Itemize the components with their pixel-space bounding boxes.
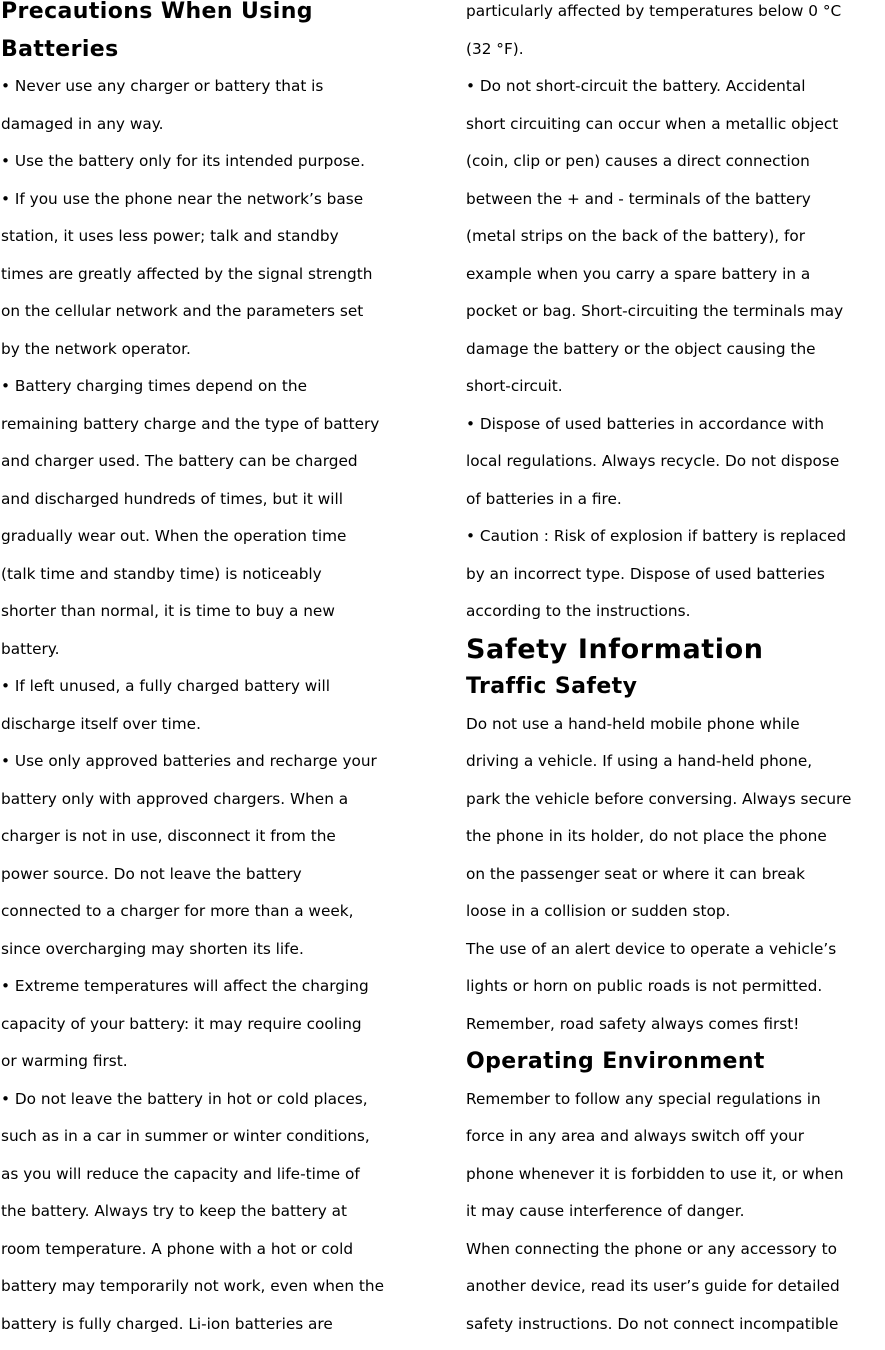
text-line: discharge itself over time. [1, 713, 441, 751]
text-line: • Never use any charger or battery that is [1, 75, 441, 113]
text-line: • If you use the phone near the network’s base [1, 188, 441, 226]
text-line: by the network operator. [1, 338, 441, 376]
text-line: Remember, road safety always comes first! [466, 1013, 885, 1051]
text-line: on the cellular network and the parameters set [1, 300, 441, 338]
text-line: damaged in any way. [1, 113, 441, 151]
text-line: charger is not in use, disconnect it from the [1, 825, 441, 863]
text-line: • Do not leave the battery in hot or cold places, [1, 1088, 441, 1126]
text-line: capacity of your battery: it may require cooling [1, 1013, 441, 1051]
text-line: loose in a collision or sudden stop. [466, 900, 885, 938]
subsection-heading: Traffic Safety [466, 675, 885, 713]
text-line: The use of an alert device to operate a vehicle’s [466, 938, 885, 976]
text-line: • Use only approved batteries and recharge your [1, 750, 441, 788]
text-line: damage the battery or the object causing the [466, 338, 885, 376]
text-line: (talk time and standby time) is noticeably [1, 563, 441, 601]
text-line: local regulations. Always recycle. Do not dispose [466, 450, 885, 488]
text-line: of batteries in a fire. [466, 488, 885, 526]
text-line: shorter than normal, it is time to buy a new [1, 600, 441, 638]
text-line: • Extreme temperatures will affect the charging [1, 975, 441, 1013]
text-line: remaining battery charge and the type of battery [1, 413, 441, 451]
text-line: by an incorrect type. Dispose of used batteries [466, 563, 885, 601]
right-column [466, 0, 885, 1350]
text-line: battery. [1, 638, 441, 676]
text-line: driving a vehicle. If using a hand-held phone, [466, 750, 885, 788]
text-line: gradually wear out. When the operation time [1, 525, 441, 563]
text-line: pocket or bag. Short-circuiting the terminals may [466, 300, 885, 338]
text-line: power source. Do not leave the battery [1, 863, 441, 901]
text-line: short-circuit. [466, 375, 885, 413]
text-line: park the vehicle before conversing. Always secure [466, 788, 885, 826]
text-line: since overcharging may shorten its life. [1, 938, 441, 976]
text-line: and charger used. The battery can be charged [1, 450, 441, 488]
text-line: it may cause interference of danger. [466, 1200, 885, 1238]
text-line: • Do not short-circuit the battery. Accidental [466, 75, 885, 113]
text-line: another device, read its user’s guide for detailed [466, 1275, 885, 1313]
text-line: (32 °F). [466, 38, 885, 76]
text-line: the battery. Always try to keep the battery at [1, 1200, 441, 1238]
text-line: battery is fully charged. Li-ion batteries are [1, 1313, 441, 1350]
text-line: • If left unused, a fully charged battery will [1, 675, 441, 713]
text-line: or warming first. [1, 1050, 441, 1088]
text-line: as you will reduce the capacity and life-time of [1, 1163, 441, 1201]
text-line: • Dispose of used batteries in accordance with [466, 413, 885, 451]
text-line: on the passenger seat or where it can break [466, 863, 885, 901]
text-line: • Use the battery only for its intended purpose. [1, 150, 441, 188]
text-line: When connecting the phone or any accessory to [466, 1238, 885, 1276]
text-line: battery only with approved chargers. When a [1, 788, 441, 826]
subsection-heading: Batteries [1, 38, 441, 76]
text-line: the phone in its holder, do not place the phone [466, 825, 885, 863]
text-line: • Battery charging times depend on the [1, 375, 441, 413]
text-line: (coin, clip or pen) causes a direct connection [466, 150, 885, 188]
text-line: times are greatly affected by the signal strength [1, 263, 441, 301]
subsection-heading: Operating Environment [466, 1050, 885, 1088]
text-line: Remember to follow any special regulations in [466, 1088, 885, 1126]
text-line: lights or horn on public roads is not permitted. [466, 975, 885, 1013]
text-line: • Caution : Risk of explosion if battery is replaced [466, 525, 885, 563]
text-line: safety instructions. Do not connect incompatible [466, 1313, 885, 1350]
text-line: between the + and - terminals of the battery [466, 188, 885, 226]
text-line: (metal strips on the back of the battery), for [466, 225, 885, 263]
text-line: battery may temporarily not work, even when the [1, 1275, 441, 1313]
text-line: particularly affected by temperatures below 0 °C [466, 0, 885, 38]
subsection-heading: Precautions When Using [1, 0, 441, 38]
text-line: short circuiting can occur when a metallic object [466, 113, 885, 151]
text-line: phone whenever it is forbidden to use it, or when [466, 1163, 885, 1201]
text-line: room temperature. A phone with a hot or cold [1, 1238, 441, 1276]
text-line: force in any area and always switch off your [466, 1125, 885, 1163]
text-line: station, it uses less power; talk and standby [1, 225, 441, 263]
left-column [1, 0, 441, 1350]
text-line: Do not use a hand-held mobile phone while [466, 713, 885, 751]
text-line: according to the instructions. [466, 600, 885, 638]
text-line: and discharged hundreds of times, but it will [1, 488, 441, 526]
section-heading: Safety Information [466, 638, 885, 676]
text-line: example when you carry a spare battery in a [466, 263, 885, 301]
text-line: connected to a charger for more than a week, [1, 900, 441, 938]
text-line: such as in a car in summer or winter conditions, [1, 1125, 441, 1163]
